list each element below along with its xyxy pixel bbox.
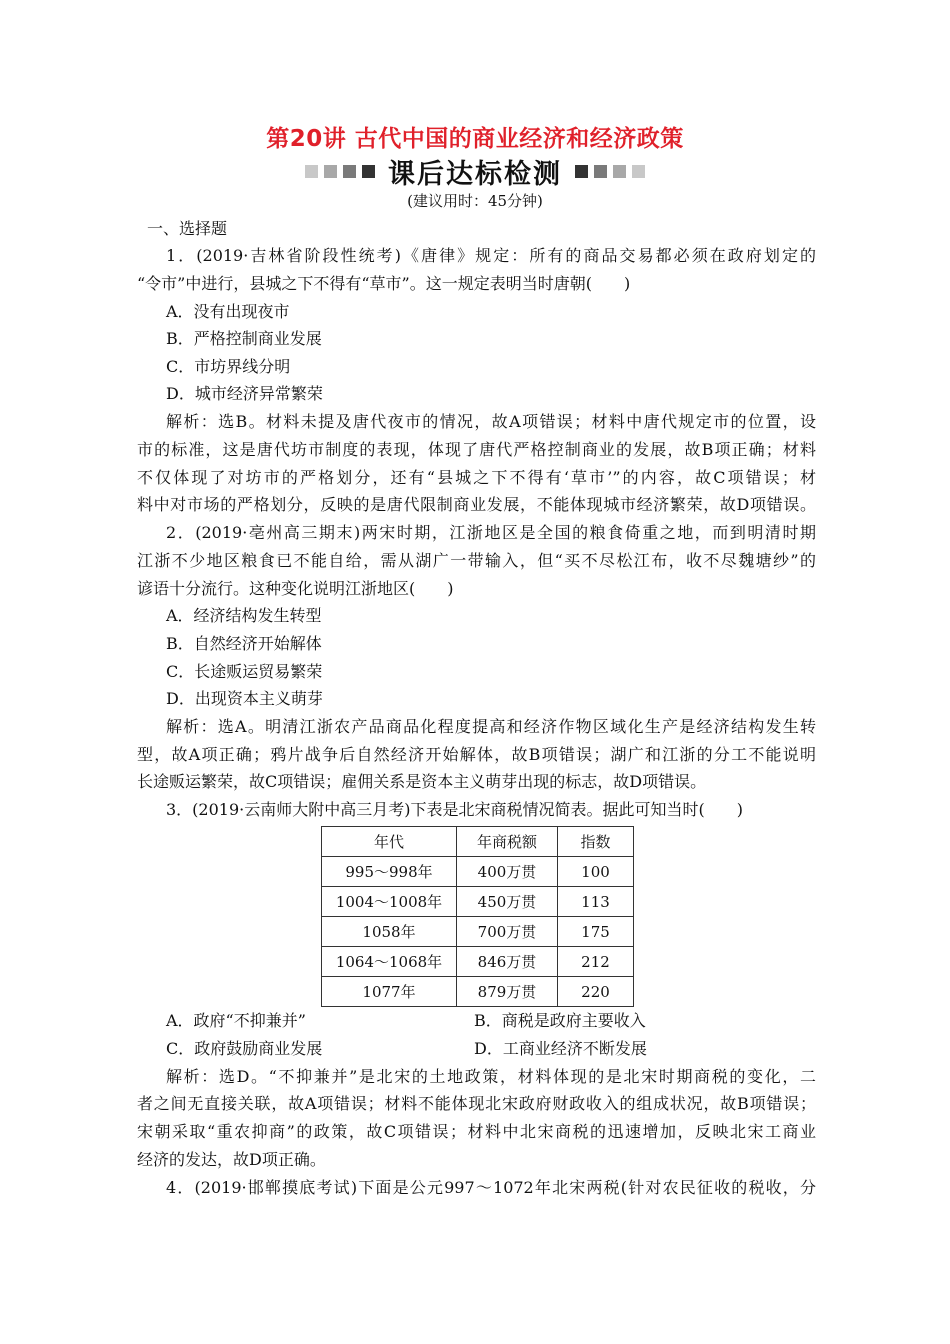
q1-option: A．没有出现夜市 — [166, 302, 290, 321]
q1-stem-line: 1．(2019·吉林省阶段性统考)《唐律》规定：所有的商品交易都必须在政府划定的 — [166, 246, 816, 265]
q2-analysis-line: 长途贩运繁荣，故C项错误；雇佣关系是资本主义萌芽出现的标志，故D项错误。 — [137, 772, 707, 791]
banner — [0, 154, 950, 188]
decor-square-icon — [632, 165, 645, 178]
q1-option: C．市坊界线分明 — [166, 357, 291, 376]
table-cell: 100 — [558, 857, 634, 887]
q2-analysis-line: 型，故A项正确；鸦片战争后自然经济开始解体，故B项错误；湖广和江浙的分工不能说明 — [137, 745, 816, 764]
tax-table — [321, 826, 634, 1007]
decor-square-icon — [575, 165, 588, 178]
q2-option: D．出现资本主义萌芽 — [166, 689, 323, 708]
table-cell: 1077年 — [322, 977, 457, 1007]
q2-stem-line: 2．(2019·亳州高三期末)两宋时期，江浙地区是全国的粮食倚重之地，而到明清时期 — [166, 523, 816, 542]
q1-analysis-line: 市的标准，这是唐代坊市制度的表现，体现了唐代严格控制商业的发展，故B项正确；材料 — [137, 440, 816, 459]
table-row — [322, 917, 634, 947]
table-cell: 1004～1008年 — [322, 887, 457, 917]
q3-option: D．工商业经济不断发展 — [474, 1039, 647, 1058]
q3-option: A．政府“不抑兼并” — [166, 1011, 306, 1030]
q1-analysis-line: 料中对市场的严格划分，反映的是唐代限制商业发展，不能体现城市经济繁荣，故D项错误。 — [137, 495, 816, 514]
table-cell: 400万贯 — [457, 857, 558, 887]
table-cell: 1064～1068年 — [322, 947, 457, 977]
table-row — [322, 857, 634, 887]
decor-square-icon — [362, 165, 375, 178]
q3-stem: 3．(2019·云南师大附中高三月考)下表是北宋商税情况简表。据此可知当时( ) — [166, 800, 743, 819]
decor-square-icon — [594, 165, 607, 178]
q4-stem: 4．(2019·邯郸摸底考试)下面是公元997～1072年北宋两税(针对农民征收的税收，分 — [166, 1178, 816, 1197]
q1-analysis-line: 不仅体现了对坊市的严格划分，还有“县城之下不得有‘草市’”的内容，故C项错误；材 — [137, 468, 816, 487]
q2-option: B．自然经济开始解体 — [166, 634, 322, 653]
q1-option: B．严格控制商业发展 — [166, 329, 322, 348]
banner-title: 课后达标检测 — [388, 158, 562, 190]
table-header-cell: 年代 — [322, 827, 457, 857]
decor-square-icon — [613, 165, 626, 178]
q3-analysis-line: 解析：选D。“不抑兼并”是北宋的土地政策，材料体现的是北宋时期商税的变化，二 — [166, 1067, 816, 1086]
q1-stem-line: “令市”中进行，县城之下不得有“草市”。这一规定表明当时唐朝( ) — [137, 274, 631, 293]
q1-analysis-line: 解析：选B。材料未提及唐代夜市的情况，故A项错误；材料中唐代规定市的位置，设 — [166, 412, 816, 431]
table-cell: 846万贯 — [457, 947, 558, 977]
table-header-cell: 指数 — [558, 827, 634, 857]
table-cell: 113 — [558, 887, 634, 917]
table-row — [322, 887, 634, 917]
q2-analysis-line: 解析：选A。明清江浙农产品商品化程度提高和经济作物区域化生产是经济结构发生转 — [166, 717, 816, 736]
suggested-time: (建议用时：45分钟) — [407, 192, 543, 210]
section-heading: 一、选择题 — [147, 219, 228, 238]
q1-option: D．城市经济异常繁荣 — [166, 384, 323, 403]
q3-analysis-line: 经济的发达，故D项正确。 — [137, 1150, 326, 1169]
decor-square-icon — [324, 165, 337, 178]
table-cell: 220 — [558, 977, 634, 1007]
page-title: 第20讲 古代中国的商业经济和经济政策 — [266, 126, 684, 152]
decor-square-icon — [343, 165, 356, 178]
table-cell: 700万贯 — [457, 917, 558, 947]
decor-square-icon — [305, 165, 318, 178]
q3-option: C．政府鼓励商业发展 — [166, 1039, 323, 1058]
table-cell: 450万贯 — [457, 887, 558, 917]
q2-stem-line: 江浙不少地区粮食已不能自给，需从湖广一带输入，但“买不尽松江布，收不尽魏塘纱”的 — [137, 551, 816, 570]
q2-option: A．经济结构发生转型 — [166, 606, 322, 625]
table-header-row — [322, 827, 634, 857]
table-cell: 995～998年 — [322, 857, 457, 887]
table-row — [322, 947, 634, 977]
q2-stem-line: 谚语十分流行。这种变化说明江浙地区( ) — [137, 579, 454, 598]
table-row — [322, 977, 634, 1007]
table-header-cell: 年商税额 — [457, 827, 558, 857]
table-cell: 212 — [558, 947, 634, 977]
table-cell: 879万贯 — [457, 977, 558, 1007]
table-cell: 175 — [558, 917, 634, 947]
q3-analysis-line: 宋朝采取“重农抑商”的政策，故C项错误；材料中北宋商税的迅速增加，反映北宋工商业 — [137, 1122, 816, 1141]
q3-option: B．商税是政府主要收入 — [474, 1011, 646, 1030]
q2-option: C．长途贩运贸易繁荣 — [166, 662, 323, 681]
q3-analysis-line: 者之间无直接关联，故A项错误；材料不能体现北宋政府财政收入的组成状况，故B项错误； — [137, 1094, 816, 1113]
table-cell: 1058年 — [322, 917, 457, 947]
